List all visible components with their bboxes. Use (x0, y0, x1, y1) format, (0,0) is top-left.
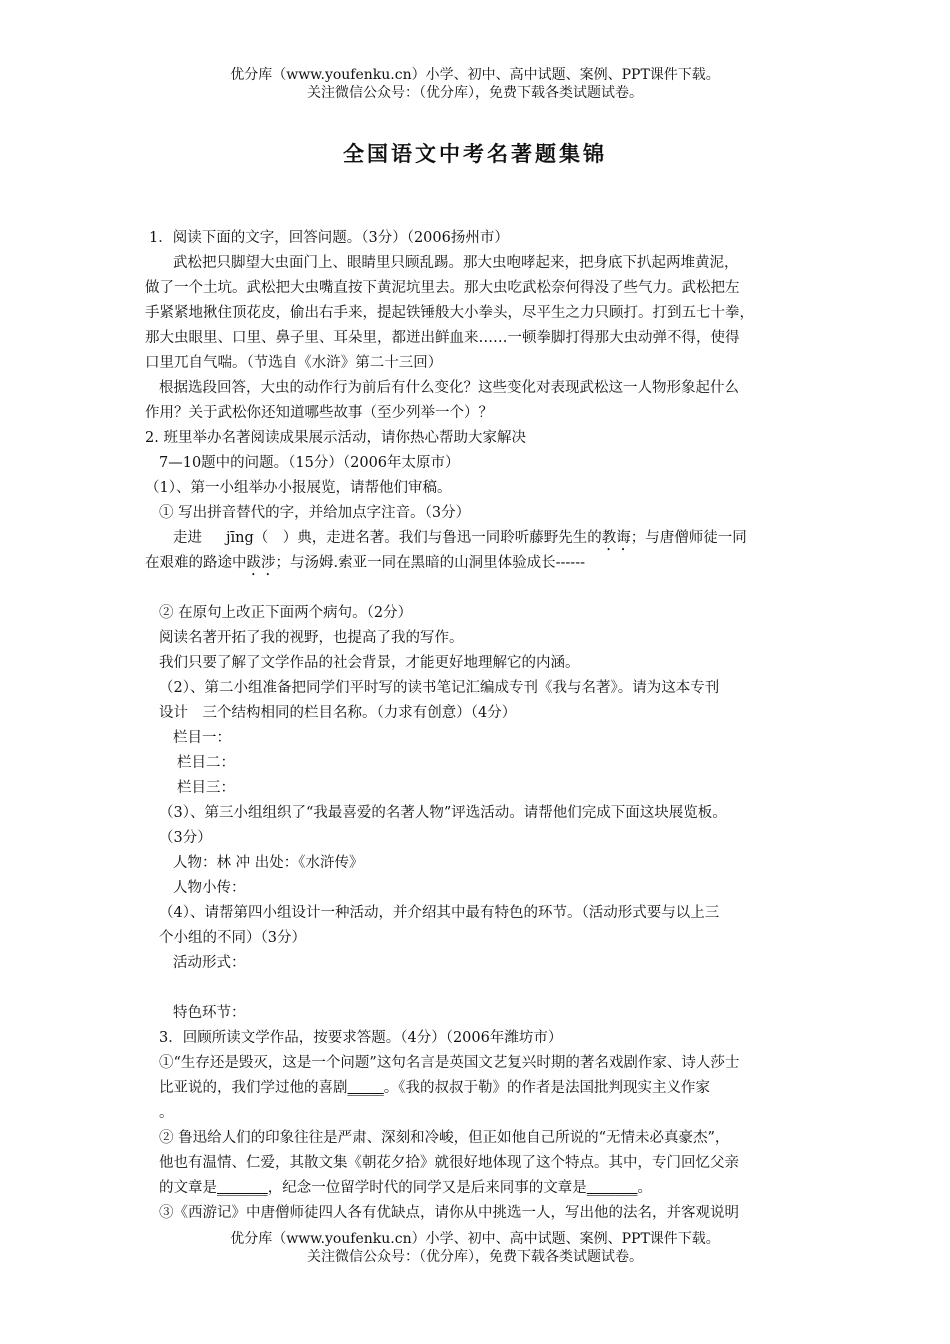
q2-section-1a: ① 写出拼音替代的字，并给加点字注音。（3分） (159, 505, 471, 521)
q2-section-3: （3）、第三小组组织了“我最喜爱的名著人物”评选活动。请帮他们完成下面这块展览板。 (159, 805, 727, 821)
document-body (145, 226, 825, 1226)
text-fragment: 走进 (173, 530, 202, 546)
q2-pinyin-line (145, 526, 825, 551)
q2-section-1b: ② 在原句上改正下面两个病句。（2分） (159, 605, 413, 621)
q2-heading-cont: 7—10题中的问题。（15分）（2006年太原市） (159, 455, 460, 471)
q2-section-4-cont: 个小组的不同）（3分） (159, 930, 306, 946)
q2-section-4: （4）、请帮第四小组设计一种活动，并介绍其中最有特色的环节。（活动形式要与以上三 (159, 905, 720, 921)
activity-form-field: 活动形式： (173, 955, 246, 971)
page-title: 全国语文中考名著题集锦 (343, 141, 607, 166)
text-fragment: 。 (637, 1180, 652, 1196)
answer-blank: _______ (217, 1180, 268, 1196)
text-fragment: ；与唐僧师徒一同 (630, 530, 747, 546)
q2-section-3-cont: （3分） (159, 830, 212, 846)
q3-item-1-end: 。 (159, 1105, 174, 1121)
q1-question-line: 作用？关于武松你还知道哪些故事（至少列举一个）？ (145, 405, 493, 421)
text-fragment: 典，走进名著。我们与鲁迅一同聆听藤野先生的 (297, 530, 602, 546)
header-line-2: 关注微信公众号：（优分库），免费下载各类试题试卷。 (307, 85, 643, 101)
feature-field: 特色环节： (173, 1005, 246, 1021)
q2-section-1: （1）、第一小组举办小报展览，请帮他们审稿。 (145, 480, 452, 496)
q2-section-2: （2）、第二小组准备把同学们平时写的读书笔记汇编成专刊《我与名著》。请为这本专刊 (159, 680, 720, 696)
column-name-3: 栏目三： (177, 780, 235, 796)
q1-heading: 1．阅读下面的文字，回答问题。（3分）（2006扬州市） (149, 230, 509, 246)
text-fragment: 在艰难的路途中 (145, 555, 247, 571)
page-footer (0, 1230, 950, 1266)
q2-heading: 2. 班里举办名著阅读成果展示活动，请你热心帮助大家解决 (145, 430, 526, 446)
q3-item-2-cont: 他也有温情、仁爱，其散文集《朝花夕拾》就很好地体现了这个特点。其中，专门回忆父亲 (159, 1155, 739, 1171)
q2-section-2-cont: 设计 三个结构相同的栏目名称。（力求有创意）（4分） (159, 705, 517, 721)
sick-sentence-2: 我们只要了解了文学作品的社会背景，才能更好地理解它的内涵。 (159, 655, 580, 671)
text-fragment: 。《我的叔叔于勒》的作者是法国批判现实主义作家 (383, 1080, 710, 1096)
column-name-1: 栏目一： (173, 730, 231, 746)
q3-item-1: ①“生存还是毁灭，这是一个问题”这句名言是英国文艺复兴时期的著名戏剧作家、诗人莎士 (159, 1055, 740, 1071)
text-fragment: ；与汤姆.索亚一同在黑暗的山洞里体验成长------ (275, 555, 586, 571)
q3-item-3: ③《西游记》中唐僧师徒四人各有优缺点，请你从中挑选一人，写出他的法名，并客观说明 (159, 1205, 739, 1221)
q2-pinyin-line-2 (145, 551, 825, 576)
header-line-1: 优分库（www.youfenku.cn）小学、初中、高中试题、案例、PPT课件下载。 (230, 67, 720, 83)
person-field: 人物：林 冲 出处：《水浒传》 (173, 855, 364, 871)
q1-passage-line: 手紧紧地揪住顶花皮，偷出右手来，提起铁锤般大小拳头，尽平生之力只顾打。打到五七十拳， (145, 305, 754, 321)
q3-item-1-cont (145, 1076, 825, 1101)
text-fragment: 比亚说的，我们学过他的喜剧 (159, 1080, 348, 1096)
q1-passage-line: 口里兀自气喘。（节选自《水浒》第二十三回） (145, 355, 443, 371)
page-header (0, 66, 950, 102)
answer-blank: _____ (347, 1080, 384, 1096)
pinyin-blank: jīng（ ） (226, 530, 298, 546)
q1-passage-line: 武松把只脚望大虫面门上、眼睛里只顾乱踢。那大虫咆哮起来，把身底下扒起两堆黄泥， (173, 255, 739, 271)
text-fragment: ，纪念一位留学时代的同学又是后来同事的文章是 (267, 1180, 587, 1196)
q1-passage-line: 做了一个土坑。武松把大虫嘴直按下黄泥坑里去。那大虫吃武松奈何得没了些气力。武松把左 (145, 280, 740, 296)
bio-field: 人物小传： (173, 880, 246, 896)
sick-sentence-1: 阅读名著开拓了我的视野，也提高了我的写作。 (159, 630, 464, 646)
q1-question-line: 根据选段回答，大虫的动作行为前后有什么变化？这些变化对表现武松这一人物形象起什么 (159, 380, 739, 396)
q3-heading: 3．回顾所读文学作品，按要求答题。（4分）（2006年潍坊市） (159, 1030, 563, 1046)
column-name-2: 栏目二： (177, 755, 235, 771)
q3-item-2: ② 鲁迅给人们的印象往往是严肃、深刻和冷峻，但正如他自己所说的“无情未必真豪杰”， (159, 1130, 730, 1146)
dotted-word: 教诲 (601, 530, 631, 546)
q3-item-2-cont (145, 1176, 825, 1201)
text-fragment: 的文章是 (159, 1180, 217, 1196)
footer-line-2: 关注微信公众号：（优分库），免费下载各类试题试卷。 (307, 1249, 643, 1265)
footer-line-1: 优分库（www.youfenku.cn）小学、初中、高中试题、案例、PPT课件下载。 (230, 1231, 720, 1247)
dotted-word: 跋涉 (246, 555, 276, 571)
q1-passage-line: 那大虫眼里、口里、鼻子里、耳朵里，都迸出鲜血来……一顿拳脚打得那大虫动弹不得，使得 (145, 330, 740, 346)
answer-blank: _______ (586, 1180, 638, 1196)
